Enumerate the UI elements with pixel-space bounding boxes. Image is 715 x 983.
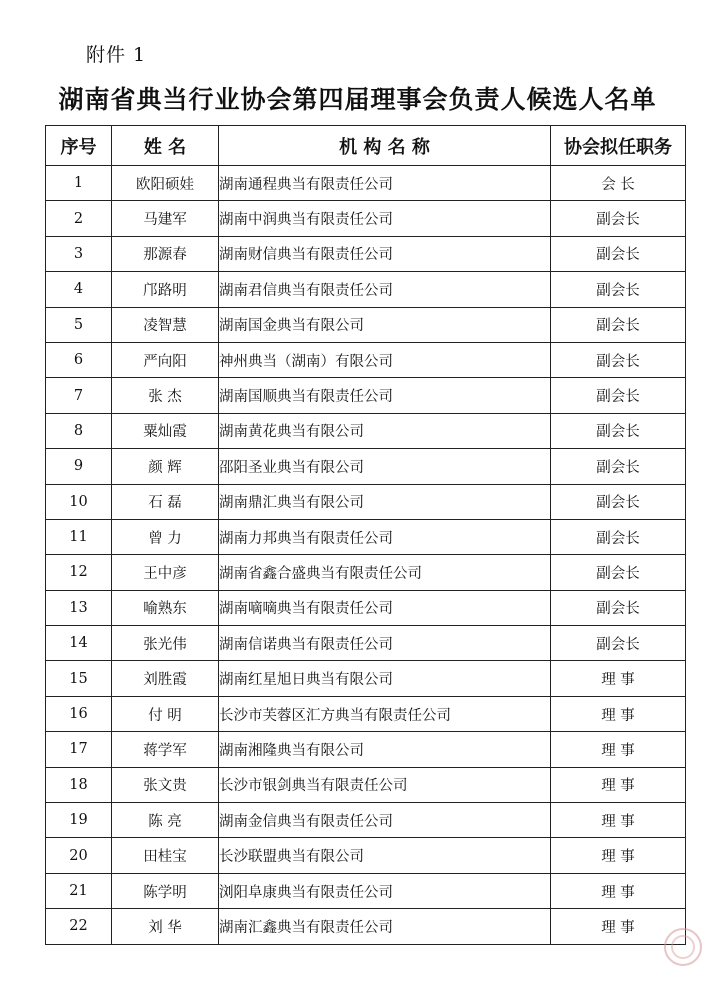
cell-name: 付 明 <box>112 696 219 731</box>
cell-position: 理 事 <box>551 838 686 873</box>
cell-serial-number: 15 <box>46 661 112 696</box>
cell-name: 陈学明 <box>112 873 219 908</box>
table-row <box>46 519 686 554</box>
table-row <box>46 873 686 908</box>
cell-name: 粟灿霞 <box>112 413 219 448</box>
watermark-seal-icon <box>664 928 702 966</box>
cell-name: 马建军 <box>112 201 219 236</box>
table-row <box>46 838 686 873</box>
table-row <box>46 449 686 484</box>
cell-position: 副会长 <box>551 626 686 661</box>
cell-organization: 湖南黄花典当有限公司 <box>219 413 551 448</box>
cell-organization: 湖南君信典当有限责任公司 <box>219 272 551 307</box>
cell-name: 邝路明 <box>112 272 219 307</box>
cell-serial-number: 16 <box>46 696 112 731</box>
cell-organization: 长沙联盟典当有限公司 <box>219 838 551 873</box>
cell-organization: 湖南财信典当有限责任公司 <box>219 236 551 271</box>
cell-serial-number: 12 <box>46 555 112 590</box>
cell-position: 副会长 <box>551 590 686 625</box>
header-organization: 机 构 名 称 <box>219 126 551 166</box>
table-row <box>46 909 686 944</box>
table-row <box>46 661 686 696</box>
cell-serial-number: 7 <box>46 378 112 413</box>
cell-position: 理 事 <box>551 909 686 944</box>
cell-organization: 湖南金信典当有限责任公司 <box>219 803 551 838</box>
header-position: 协会拟任职务 <box>551 126 686 166</box>
cell-serial-number: 20 <box>46 838 112 873</box>
table-row <box>46 201 686 236</box>
cell-position: 理 事 <box>551 803 686 838</box>
table-row <box>46 484 686 519</box>
table-row <box>46 626 686 661</box>
cell-organization: 湖南中润典当有限责任公司 <box>219 201 551 236</box>
cell-position: 副会长 <box>551 519 686 554</box>
cell-name: 陈 亮 <box>112 803 219 838</box>
cell-position: 副会长 <box>551 307 686 342</box>
header-name: 姓 名 <box>112 126 219 166</box>
cell-position: 副会长 <box>551 413 686 448</box>
table-row <box>46 307 686 342</box>
cell-organization: 神州典当（湖南）有限公司 <box>219 342 551 377</box>
cell-organization: 湖南通程典当有限责任公司 <box>219 166 551 201</box>
cell-name: 凌智慧 <box>112 307 219 342</box>
cell-name: 欧阳硕娃 <box>112 166 219 201</box>
cell-name: 刘 华 <box>112 909 219 944</box>
cell-serial-number: 9 <box>46 449 112 484</box>
table-row <box>46 342 686 377</box>
cell-organization: 长沙市银剑典当有限责任公司 <box>219 767 551 802</box>
cell-position: 副会长 <box>551 236 686 271</box>
cell-name: 张光伟 <box>112 626 219 661</box>
cell-name: 张 杰 <box>112 378 219 413</box>
document-title: 湖南省典当行业协会第四届理事会负责人候选人名单 <box>58 85 657 114</box>
cell-position: 副会长 <box>551 272 686 307</box>
cell-position: 会 长 <box>551 166 686 201</box>
cell-position: 副会长 <box>551 484 686 519</box>
header-serial-number: 序号 <box>46 126 112 166</box>
candidate-table <box>45 125 686 945</box>
cell-name: 严向阳 <box>112 342 219 377</box>
table-row <box>46 236 686 271</box>
cell-serial-number: 10 <box>46 484 112 519</box>
cell-name: 张文贵 <box>112 767 219 802</box>
cell-organization: 邵阳圣业典当有限公司 <box>219 449 551 484</box>
cell-name: 蒋学军 <box>112 732 219 767</box>
cell-serial-number: 14 <box>46 626 112 661</box>
cell-position: 理 事 <box>551 732 686 767</box>
table-row <box>46 732 686 767</box>
cell-name: 田桂宝 <box>112 838 219 873</box>
cell-serial-number: 5 <box>46 307 112 342</box>
cell-name: 石 磊 <box>112 484 219 519</box>
cell-serial-number: 11 <box>46 519 112 554</box>
table-header-row <box>46 126 686 166</box>
cell-organization: 湖南国金典当有限公司 <box>219 307 551 342</box>
cell-serial-number: 21 <box>46 873 112 908</box>
cell-organization: 湖南红星旭日典当有限公司 <box>219 661 551 696</box>
cell-serial-number: 17 <box>46 732 112 767</box>
cell-serial-number: 18 <box>46 767 112 802</box>
table-row <box>46 803 686 838</box>
table-row <box>46 590 686 625</box>
cell-organization: 湖南鼎汇典当有限公司 <box>219 484 551 519</box>
table-row <box>46 166 686 201</box>
cell-organization: 浏阳阜康典当有限责任公司 <box>219 873 551 908</box>
table-row <box>46 555 686 590</box>
table-row <box>46 767 686 802</box>
cell-name: 王中彦 <box>112 555 219 590</box>
cell-position: 理 事 <box>551 873 686 908</box>
cell-serial-number: 2 <box>46 201 112 236</box>
cell-position: 副会长 <box>551 342 686 377</box>
cell-organization: 湖南嘀嘀典当有限责任公司 <box>219 590 551 625</box>
cell-position: 理 事 <box>551 767 686 802</box>
table-row <box>46 378 686 413</box>
table-row <box>46 413 686 448</box>
table-row <box>46 696 686 731</box>
cell-organization: 湖南湘隆典当有限公司 <box>219 732 551 767</box>
cell-serial-number: 6 <box>46 342 112 377</box>
cell-organization: 湖南省鑫合盛典当有限责任公司 <box>219 555 551 590</box>
cell-position: 副会长 <box>551 449 686 484</box>
cell-position: 副会长 <box>551 378 686 413</box>
cell-position: 副会长 <box>551 555 686 590</box>
cell-position: 理 事 <box>551 696 686 731</box>
cell-serial-number: 1 <box>46 166 112 201</box>
cell-name: 颜 辉 <box>112 449 219 484</box>
cell-serial-number: 19 <box>46 803 112 838</box>
cell-organization: 长沙市芙蓉区汇方典当有限责任公司 <box>219 696 551 731</box>
cell-name: 喻熟东 <box>112 590 219 625</box>
cell-serial-number: 13 <box>46 590 112 625</box>
table-row <box>46 272 686 307</box>
cell-name: 刘胜霞 <box>112 661 219 696</box>
cell-name: 曾 力 <box>112 519 219 554</box>
cell-serial-number: 3 <box>46 236 112 271</box>
cell-position: 理 事 <box>551 661 686 696</box>
cell-organization: 湖南国顺典当有限责任公司 <box>219 378 551 413</box>
cell-organization: 湖南信诺典当有限责任公司 <box>219 626 551 661</box>
cell-serial-number: 22 <box>46 909 112 944</box>
cell-organization: 湖南力邦典当有限责任公司 <box>219 519 551 554</box>
attachment-label: 附件 1 <box>86 44 147 66</box>
cell-organization: 湖南汇鑫典当有限责任公司 <box>219 909 551 944</box>
cell-serial-number: 8 <box>46 413 112 448</box>
cell-name: 那源春 <box>112 236 219 271</box>
cell-position: 副会长 <box>551 201 686 236</box>
cell-serial-number: 4 <box>46 272 112 307</box>
